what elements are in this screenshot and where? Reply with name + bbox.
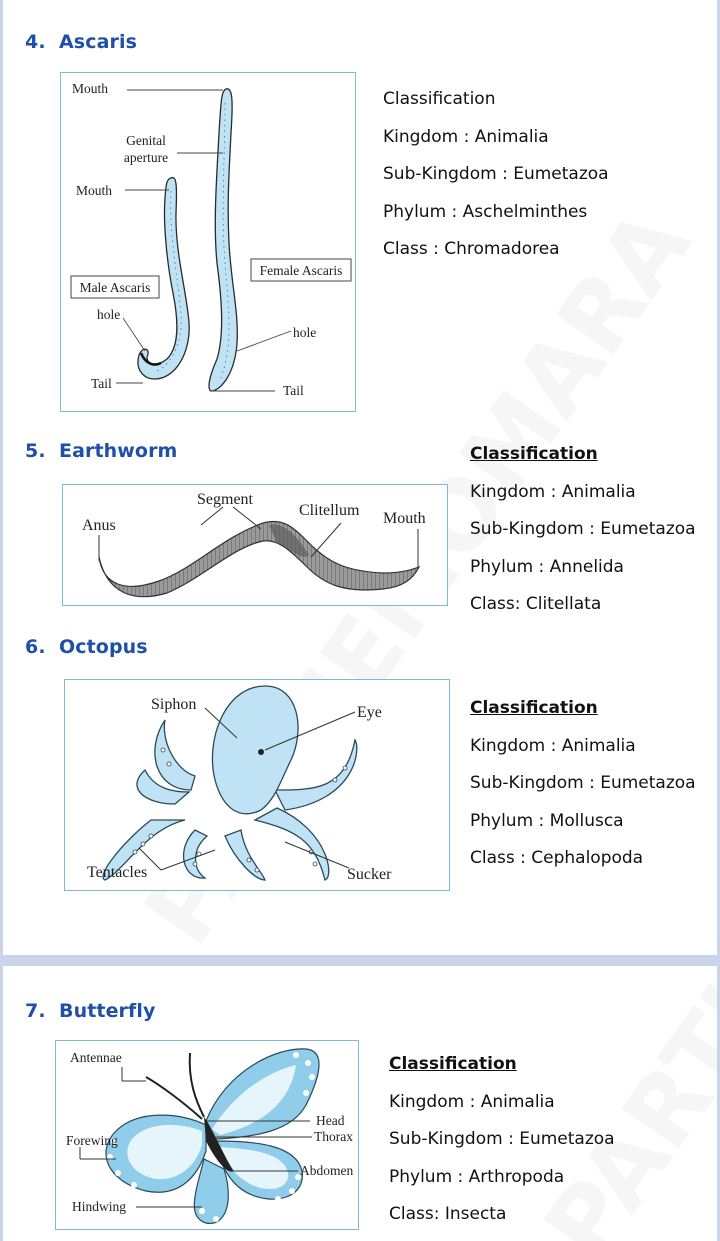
section-heading: Butterfly <box>59 1000 156 1022</box>
label-mouth-mid: Mouth <box>76 183 113 198</box>
classification-class: Class : Chromadorea <box>383 239 560 260</box>
classification-heading: Classification <box>389 1054 517 1074</box>
label-tentacles: Tentacles <box>87 864 148 881</box>
label-anus: Anus <box>82 517 116 534</box>
butterfly-figure <box>55 1040 359 1230</box>
classification-phylum: Phylum : Mollusca <box>470 810 624 831</box>
earthworm-classification <box>470 436 696 624</box>
ascaris-diagram <box>61 73 355 411</box>
ascaris-classification <box>383 81 609 269</box>
section-heading: Earthworm <box>59 440 178 462</box>
label-genital: Genital <box>126 133 166 148</box>
label-eye: Eye <box>357 704 382 721</box>
label-clitellum: Clitellum <box>299 502 360 519</box>
section-number: 6. <box>25 636 46 658</box>
label-antennae: Antennae <box>70 1050 122 1065</box>
butterfly-classification <box>389 1046 615 1234</box>
label-hole-right: hole <box>293 325 317 340</box>
section-number: 7. <box>25 1000 46 1022</box>
classification-subkingdom: Sub-Kingdom : Eumetazoa <box>383 164 609 185</box>
label-tail-right: Tail <box>283 383 304 398</box>
octopus-eye <box>258 749 264 755</box>
classification-kingdom: Kingdom : Animalia <box>383 126 549 147</box>
classification-subkingdom: Sub-Kingdom : Eumetazoa <box>389 1129 615 1150</box>
label-mouth: Mouth <box>383 510 426 527</box>
section-number: 4. <box>25 31 46 53</box>
label-mouth-top: Mouth <box>72 81 109 96</box>
label-female-ascaris: Female Ascaris <box>259 263 343 278</box>
classification-kingdom: Kingdom : Animalia <box>389 1091 555 1112</box>
label-male-ascaris: Male Ascaris <box>79 280 151 295</box>
antenna-right <box>190 1053 204 1117</box>
page-card <box>3 966 717 1241</box>
label-hindwing: Hindwing <box>72 1199 126 1214</box>
section-heading: Ascaris <box>59 31 137 53</box>
label-thorax: Thorax <box>314 1129 353 1144</box>
classification-heading: Classification <box>383 89 496 109</box>
classification-kingdom: Kingdom : Animalia <box>470 735 636 756</box>
female-ascaris-body <box>209 89 237 391</box>
label-sucker: Sucker <box>347 866 392 883</box>
label-tail-left: Tail <box>91 376 112 391</box>
octopus-body <box>103 686 357 880</box>
section-title-butterfly <box>25 1000 156 1022</box>
section-title-octopus <box>25 636 148 658</box>
octopus-figure <box>64 679 450 891</box>
label-abdomen: Abdomen <box>300 1163 354 1178</box>
label-forewing: Forewing <box>66 1133 118 1148</box>
earthworm-figure <box>62 484 448 606</box>
classification-subkingdom: Sub-Kingdom : Eumetazoa <box>470 773 696 794</box>
classification-class: Class : Cephalopoda <box>470 848 644 869</box>
earthworm-body <box>99 521 419 596</box>
octopus-diagram <box>65 680 449 890</box>
classification-kingdom: Kingdom : Animalia <box>470 481 636 502</box>
octopus-classification <box>470 690 696 878</box>
butterfly-diagram <box>56 1041 358 1229</box>
antenna-left <box>146 1077 202 1119</box>
section-title-earthworm <box>25 440 177 462</box>
classification-class: Class: Clitellata <box>470 594 602 615</box>
label-head: Head <box>316 1113 345 1128</box>
section-title-ascaris <box>25 31 137 53</box>
section-number: 5. <box>25 440 46 462</box>
section-heading: Octopus <box>59 636 148 658</box>
ascaris-figure <box>60 72 356 412</box>
classification-heading: Classification <box>470 444 598 464</box>
classification-phylum: Phylum : Annelida <box>470 556 624 577</box>
page-card <box>3 0 717 955</box>
classification-class: Class: Insecta <box>389 1204 507 1225</box>
classification-phylum: Phylum : Arthropoda <box>389 1166 565 1187</box>
classification-subkingdom: Sub-Kingdom : Eumetazoa <box>470 519 696 540</box>
earthworm-diagram <box>63 485 447 605</box>
classification-phylum: Phylum : Aschelminthes <box>383 201 588 222</box>
label-segment: Segment <box>197 491 253 508</box>
label-hole-left: hole <box>97 307 121 322</box>
classification-heading: Classification <box>470 698 598 718</box>
label-siphon: Siphon <box>151 696 197 713</box>
label-aperture: aperture <box>123 150 169 165</box>
